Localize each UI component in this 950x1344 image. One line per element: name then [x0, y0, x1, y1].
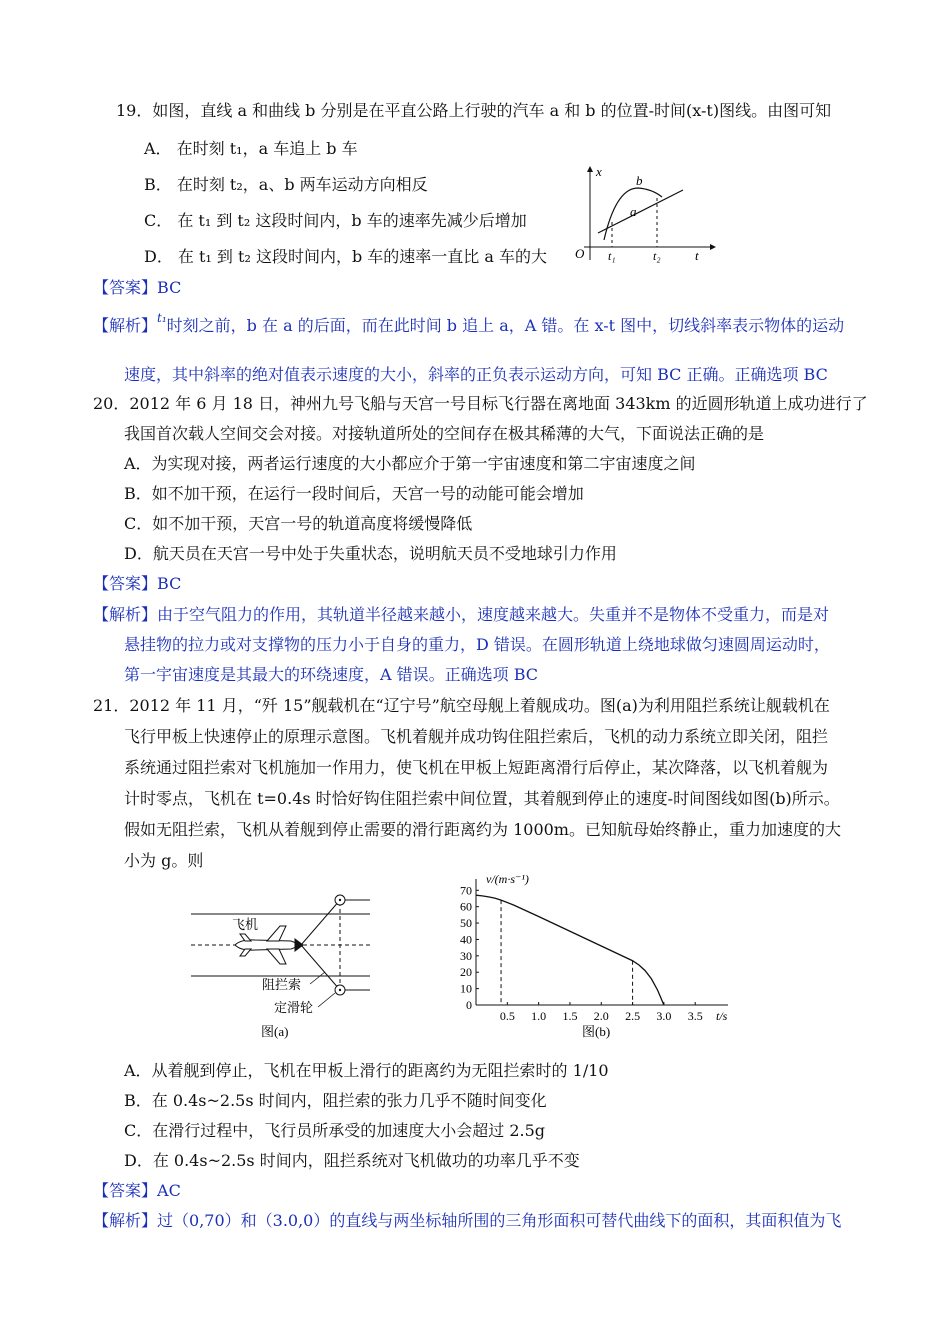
q19-option-c: C． 在 t₁ 到 t₂ 这段时间内，b 车的速率先减少后增加 [144, 211, 527, 230]
x-axis-label: t/s [716, 1009, 728, 1023]
xt-origin-label: O [575, 246, 585, 261]
x-tick-label: 2.0 [593, 1009, 609, 1023]
q20-option-c: C．如不加干预，天宫一号的轨道高度将缓慢降低 [124, 514, 473, 533]
q21-option-c: C．在滑行过程中，飞行员所承受的加速度大小会超过 2.5g [124, 1121, 546, 1140]
xt-x-arrow [587, 166, 593, 172]
q21-option-d: D．在 0.4s~2.5s 时间内，阻拦系统对飞机做功的功率几乎不变 [124, 1151, 580, 1170]
q20-stem-line2: 我国首次载人空间交会对接。对接轨道所处的空间存在极其稀薄的大气，下面说法正确的是 [124, 424, 765, 443]
y-tick-label: 30 [460, 948, 472, 963]
cable-label: 阻拦索 [262, 977, 302, 992]
answer-value: BC [157, 278, 182, 297]
analysis-text: 时刻之前，b 在 a 的后面，而在此时间 b 追上 a，A 错。在 x-t 图中，切线斜率表示物体的运动 [166, 316, 845, 335]
q21-stem-line4: 计时零点，飞机在 t=0.4s 时恰好钩住阻拦索中间位置，其着舰到停止的速度-时间图线如图(b)所示。 [124, 789, 840, 808]
q19-stem: 19．如图，直线 a 和曲线 b 分别是在平直公路上行驶的汽车 a 和 b 的位置-时间(x-t)图线。由图可知 [116, 101, 832, 120]
q20-option-b: B．如不加干预，在运行一段时间后，天宫一号的动能可能会增加 [124, 484, 584, 503]
q20-stem-line1: 20．2012 年 6 月 18 日，神州九号飞船与天宫一号目标飞行器在离地面 343km 的近圆形轨道上成功进行了 [93, 394, 868, 413]
analysis-t1-symbol: t₁ [157, 311, 167, 325]
q19-option-b: B． 在时刻 t₂，a、b 两车运动方向相反 [144, 175, 428, 194]
x-tick-label: 0.5 [499, 1009, 515, 1023]
xt-x-label: x [596, 164, 602, 179]
answer-tag: 【答案】 [93, 1181, 158, 1200]
y-tick-label: 50 [460, 916, 472, 931]
x-tick-label: 3.5 [687, 1009, 703, 1023]
q20-option-a: A．为实现对接，两者运行速度的大小都应介于第一宇宙速度和第二宇宙速度之间 [124, 454, 696, 473]
answer-value: AC [157, 1181, 181, 1200]
q19-answer [93, 277, 181, 299]
xt-line-a-label: a [630, 204, 637, 219]
y-tick-label: 70 [460, 883, 472, 898]
analysis-text: 由于空气阻力的作用，其轨道半径越来越小，速度越来越大。失重并不是物体不受重力，而是对 [157, 605, 830, 624]
q19-xt-figure [570, 160, 720, 266]
q21-figure-a [185, 880, 380, 1045]
q21-stem-line5: 假如无阻拦索，飞机从着舰到停止需要的滑行距离约为 1000m。已知航母始终静止，重力加速度的大 [124, 820, 841, 839]
q21-figure-b-chart [440, 875, 740, 1043]
y-axis-label: v/(m·s⁻¹) [486, 875, 529, 886]
y-tick-label: 20 [460, 965, 472, 980]
velocity-curve [476, 895, 664, 1005]
q19-analysis-line2: 速度，其中斜率的绝对值表示速度的大小，斜率的正负表示运动方向，可知 BC 正确。正确选项 BC [124, 365, 828, 384]
q21-option-b: B．在 0.4s~2.5s 时间内，阻拦索的张力几乎不随时间变化 [124, 1091, 547, 1110]
q21-stem-line1: 21．2012 年 11 月，“歼 15”舰载机在“辽宁号”航空母舰上着舰成功。图(a)为利用阻拦系统让舰载机在 [93, 696, 830, 715]
analysis-text: 过（0,70）和（3.0,0）的直线与两坐标轴所围的三角形面积可替代曲线下的面积，其面积值为飞 [157, 1211, 842, 1230]
q20-analysis-line3: 第一宇宙速度是其最大的环绕速度，A 错误。正确选项 BC [124, 665, 539, 684]
answer-tag: 【答案】 [93, 278, 158, 297]
xt-line-a [598, 190, 683, 233]
x-tick-label: 2.5 [625, 1009, 641, 1023]
answer-value: BC [157, 574, 182, 593]
plane-label: 飞机 [232, 917, 259, 932]
pulley-label-leader [318, 993, 335, 1007]
xt-t1-label: t₁ [608, 249, 616, 263]
q19-analysis-line1 [93, 311, 845, 338]
q20-answer [93, 573, 181, 595]
cable-label-leader [310, 972, 325, 984]
pulley-label: 定滑轮 [274, 1000, 314, 1015]
x-tick-label: 1.5 [562, 1009, 578, 1023]
answer-tag: 【答案】 [93, 574, 158, 593]
q20-analysis-line1 [93, 604, 829, 626]
q21-analysis-line1 [93, 1210, 841, 1232]
q19-option-a: A． 在时刻 t₁，a 车追上 b 车 [144, 139, 358, 158]
y-tick-label: 0 [466, 998, 472, 1012]
xt-t-arrow [710, 244, 716, 250]
analysis-tag: 【解析】 [93, 605, 158, 624]
xt-t2-label: t₂ [653, 249, 661, 263]
y-tick-label: 10 [460, 981, 472, 996]
figure-a-caption: 图(a) [261, 1024, 289, 1039]
analysis-tag: 【解析】 [93, 316, 158, 335]
q21-stem-line2: 飞行甲板上快速停止的原理示意图。飞机着舰并成功钩住阻拦索后，飞机的动力系统立即关闭，阻拦 [124, 727, 829, 746]
q21-answer [93, 1180, 181, 1202]
x-tick-label: 1.0 [531, 1009, 547, 1023]
arresting-cable-lower [301, 945, 340, 990]
xt-curve-b-label: b [636, 173, 643, 188]
arresting-cable-upper [301, 900, 340, 945]
xt-t-label: t [695, 248, 699, 263]
y-tick-label: 40 [460, 932, 472, 947]
q20-option-d: D．航天员在天宫一号中处于失重状态，说明航天员不受地球引力作用 [124, 544, 617, 563]
q21-option-a: A．从着舰到停止，飞机在甲板上滑行的距离约为无阻拦索时的 1/10 [124, 1061, 609, 1080]
y-tick-label: 60 [460, 899, 472, 914]
analysis-tag: 【解析】 [93, 1211, 158, 1230]
x-tick-label: 3.0 [656, 1009, 672, 1023]
q21-stem-line3: 系统通过阻拦索对飞机施加一作用力，使飞机在甲板上短距离滑行后停止，某次降落，以飞机着舰为 [124, 758, 829, 777]
q21-stem-line6: 小为 g。则 [124, 851, 204, 870]
q20-analysis-line2: 悬挂物的拉力或对支撑物的压力小于自身的重力，D 错误。在圆形轨道上绕地球做匀速圆周运动时， [124, 635, 830, 654]
figure-b-caption: 图(b) [582, 1024, 611, 1039]
q19-option-d: D． 在 t₁ 到 t₂ 这段时间内，b 车的速率一直比 a 车的大 [144, 247, 547, 266]
